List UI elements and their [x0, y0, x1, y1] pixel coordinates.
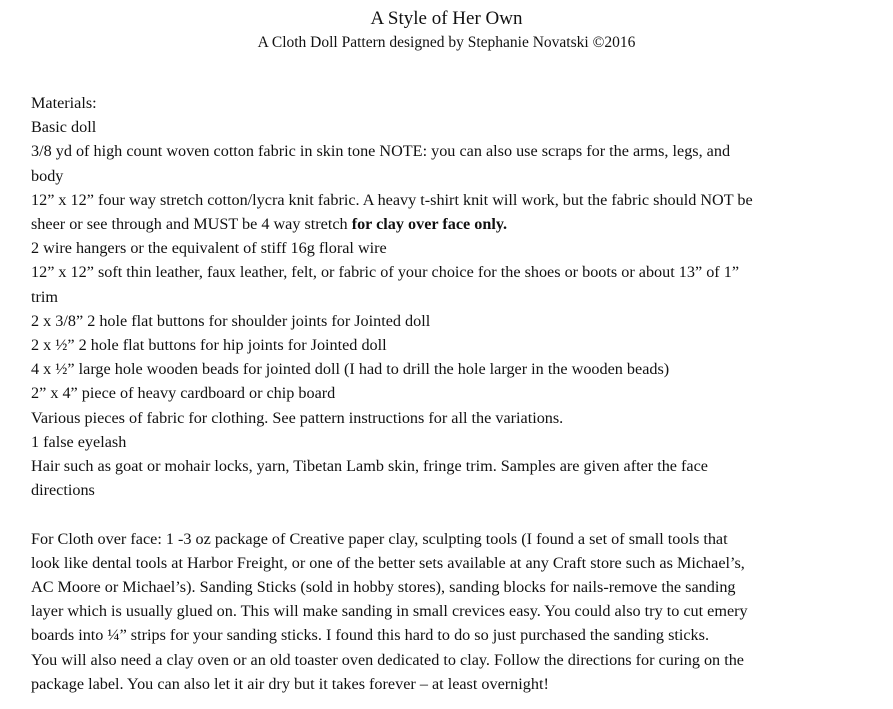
eyelash-item: 1 false eyelash	[31, 432, 127, 451]
cloth-face-line-7: package label. You can also let it air dry but it takes forever – at least overnight!	[31, 674, 549, 693]
hip-buttons-item: 2 x ½” 2 hole flat buttons for hip joints for Jointed doll	[31, 336, 387, 355]
materials-heading: Materials:	[31, 94, 97, 112]
cloth-face-line-6: You will also need a clay oven or an old toaster oven dedicated to clay. Follow the directions for curing on the	[31, 650, 744, 669]
basic-doll-heading: Basic doll	[31, 118, 97, 137]
knit-fabric-line-2	[31, 212, 861, 236]
document-body	[31, 91, 861, 696]
clay-face-note: for clay over face only.	[351, 215, 508, 234]
cardboard-item: 2” x 4” piece of heavy cardboard or chip board	[31, 384, 336, 403]
clothing-fabric-item: Various pieces of fabric for clothing. See pattern instructions for all the variations.	[31, 408, 564, 427]
leather-line-2: trim	[31, 287, 58, 306]
wooden-beads-item: 4 x ½” large hole wooden beads for jointed doll (I had to drill the hole larger in the wooden beads)	[31, 360, 670, 379]
cloth-face-line-1: For Cloth over face: 1 -3 oz package of Creative paper clay, sculpting tools (I found a set of small tools that	[31, 529, 728, 548]
cloth-face-line-5: boards into ¼” strips for your sanding sticks. I found this hard to do so just purchased the sanding sticks.	[31, 626, 709, 645]
knit-fabric-line-1: 12” x 12” four way stretch cotton/lycra knit fabric. A heavy t-shirt knit will work, but the fabric should NOT be	[31, 190, 753, 209]
cloth-face-line-3: AC Moore or Michael’s). Sanding Sticks (sold in hobby stores), sanding blocks for nails-remove the sanding	[31, 578, 736, 597]
shoulder-buttons-item: 2 x 3/8” 2 hole flat buttons for shoulder joints for Jointed doll	[31, 311, 431, 330]
page-subtitle: A Cloth Doll Pattern designed by Stephanie Novatski ©2016	[257, 34, 636, 51]
leather-line-1: 12” x 12” soft thin leather, faux leather, felt, or fabric of your choice for the shoes or boots or about 13” of 1”	[31, 263, 740, 282]
paragraph-spacer	[31, 502, 861, 526]
cloth-face-line-2: look like dental tools at Harbor Freight, or one of the better sets available at any Craft store such as Michael’s,	[31, 553, 745, 572]
skin-fabric-line-2: body	[31, 166, 64, 185]
page-title: A Style of Her Own	[370, 8, 523, 29]
skin-fabric-line-1: 3/8 yd of high count woven cotton fabric in skin tone NOTE: you can also use scraps for the arms, legs, and	[31, 142, 731, 161]
cloth-face-line-4: layer which is usually glued on. This will make sanding in small crevices easy. You could also try to cut emery	[31, 602, 748, 621]
knit-fabric-text: sheer or see through and MUST be 4 way stretch	[31, 215, 352, 234]
hair-line-2: directions	[31, 481, 95, 500]
wire-item: 2 wire hangers or the equivalent of stiff 16g floral wire	[31, 239, 387, 258]
hair-line-1: Hair such as goat or mohair locks, yarn, Tibetan Lamb skin, fringe trim. Samples are given after the face	[31, 457, 708, 476]
